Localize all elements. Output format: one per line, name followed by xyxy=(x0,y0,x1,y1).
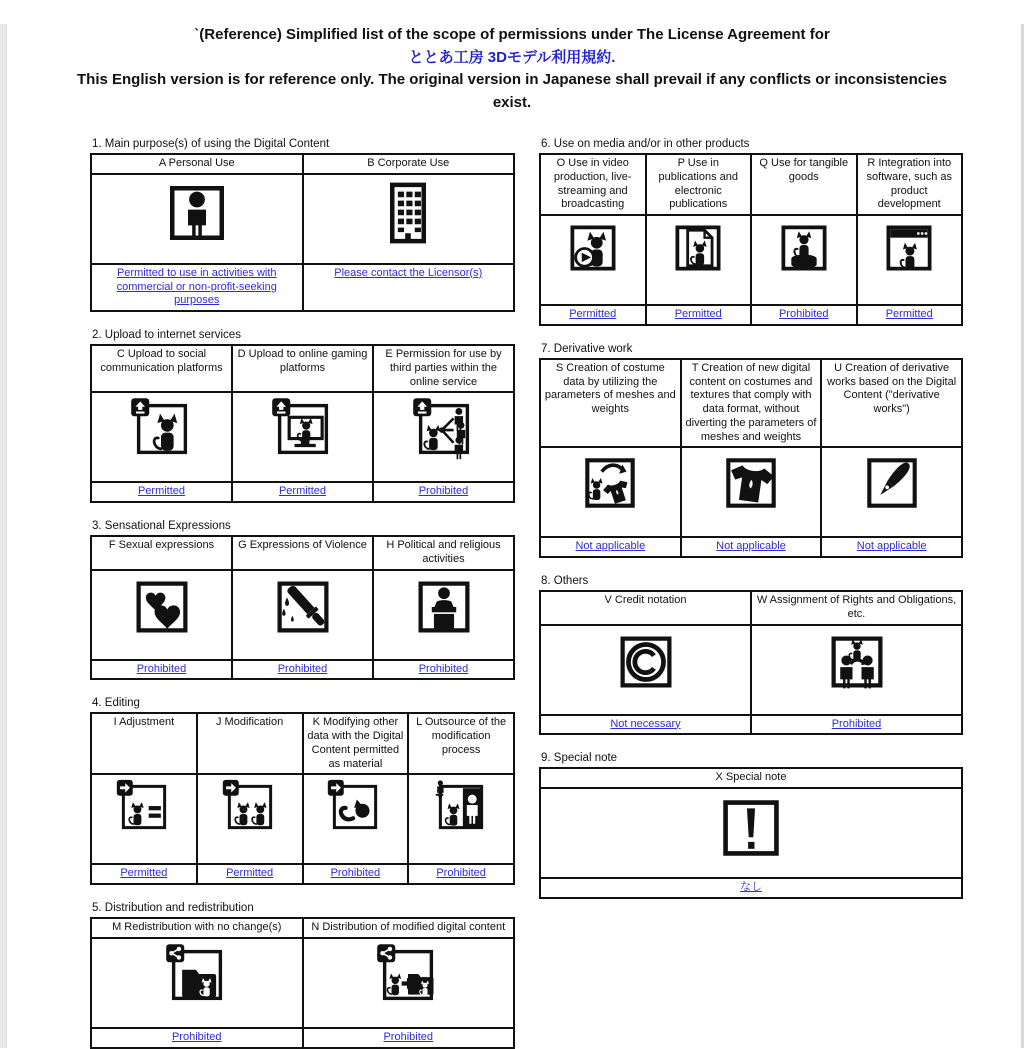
status-cell-D xyxy=(232,482,373,502)
status-cell-G xyxy=(232,660,373,680)
header-V: V Credit notation xyxy=(540,591,751,625)
icon-cell-C xyxy=(91,392,232,482)
hearts-icon xyxy=(128,573,196,641)
exclamation-icon xyxy=(714,791,788,865)
status-L: Prohibited xyxy=(436,867,486,880)
person-icon xyxy=(161,177,233,249)
section-title: 8. Others xyxy=(541,575,589,587)
icon-cell-Q xyxy=(751,215,857,305)
header-Q: Q Use for tangible goods xyxy=(751,154,857,215)
header-H: H Political and religious activities xyxy=(373,536,514,570)
section-3-table xyxy=(90,535,515,680)
status-I: Permitted xyxy=(120,867,168,880)
status-B: Please contact the Licensor(s) xyxy=(334,266,483,279)
status-cell-V xyxy=(540,715,751,735)
costume-shirt-icon xyxy=(718,450,784,516)
status-T: Not applicable xyxy=(716,540,786,553)
header-T: T Creation of new digital content on costumes and textures that comply with data format, without diverting the parameters of meshes and weights xyxy=(681,359,822,448)
icon-cell-L xyxy=(408,774,514,864)
header-B: B Corporate Use xyxy=(303,154,515,174)
corporate-building-icon xyxy=(372,177,444,249)
status-cell-U xyxy=(821,537,962,557)
icon-cell-W xyxy=(751,625,962,715)
section-3-sensational xyxy=(90,520,515,680)
podium-speech-icon xyxy=(410,573,478,641)
icon-cell-G xyxy=(232,570,373,660)
section-title: 6. Use on media and/or in other products xyxy=(541,138,750,150)
section-title: 4. Editing xyxy=(92,697,140,710)
status-cell-A xyxy=(91,264,303,311)
header-O: O Use in video production, live-streaming and broadcasting xyxy=(540,154,646,215)
title-line-3: This English version is for reference only. The original version in Japanese shall prevail if any conflicts or inconsistencies exist. xyxy=(77,71,947,111)
status-cell-J xyxy=(197,864,303,884)
header-K: K Modifying other data with the Digital Content permitted as material xyxy=(303,713,409,774)
status-N: Prohibited xyxy=(383,1030,434,1043)
section-title: 2. Upload to internet services xyxy=(92,329,241,341)
section-2-upload xyxy=(90,329,515,503)
status-cell-X xyxy=(540,878,962,898)
status-cell-B xyxy=(303,264,515,311)
status-C: Permitted xyxy=(137,485,186,498)
icon-cell-I xyxy=(91,774,197,864)
header-X: X Special note xyxy=(540,768,962,788)
document-title xyxy=(70,24,954,114)
header-R: R Integration into software, such as product development xyxy=(857,154,963,215)
header-S: S Creation of costume data by utilizing the parameters of meshes and weights xyxy=(540,359,681,448)
header-E: E Permission for use by third parties within the online service xyxy=(373,345,514,392)
title-line-1: `(Reference) Simplified list of the scope of permissions under The License Agreement for xyxy=(194,26,830,43)
header-G: G Expressions of Violence xyxy=(232,536,373,570)
costume-data-icon xyxy=(577,450,643,516)
icon-cell-M xyxy=(91,938,303,1028)
copyright-icon xyxy=(612,628,680,696)
upload-third-party-icon xyxy=(410,395,478,463)
section-8-table xyxy=(539,590,963,735)
header-L: L Outsource of the modification process xyxy=(408,713,514,774)
status-cell-F xyxy=(91,660,232,680)
status-U: Not applicable xyxy=(856,540,927,553)
status-D: Permitted xyxy=(278,485,327,498)
status-cell-S xyxy=(540,537,681,557)
status-P: Permitted xyxy=(674,308,722,320)
icon-cell-A xyxy=(91,174,303,264)
right-column xyxy=(539,138,963,899)
title-line-japanese: ととあ工房 3Dモデル利用規約. xyxy=(408,48,616,66)
header-N: N Distribution of modified digital content xyxy=(303,918,515,938)
icon-cell-P xyxy=(646,215,752,305)
header-M: M Redistribution with no change(s) xyxy=(91,918,303,938)
document-page xyxy=(0,24,1024,1048)
status-E: Prohibited xyxy=(418,485,469,498)
section-2-table xyxy=(90,344,515,503)
icon-cell-F xyxy=(91,570,232,660)
upload-gaming-icon xyxy=(269,395,337,463)
status-K: Prohibited xyxy=(330,867,381,880)
section-5-distribution xyxy=(90,902,515,1049)
header-J: J Modification xyxy=(197,713,303,774)
status-O: Permitted xyxy=(569,308,617,320)
header-C: C Upload to social communication platforms xyxy=(91,345,232,392)
header-U: U Creation of derivative works based on the Digital Content ("derivative works") xyxy=(821,359,962,448)
status-cell-L xyxy=(408,864,514,884)
section-9-table xyxy=(539,767,963,899)
modification-icon xyxy=(220,777,280,837)
icon-cell-T xyxy=(681,447,822,537)
icon-cell-V xyxy=(540,625,751,715)
section-9-special-note xyxy=(539,752,963,899)
status-W: Prohibited xyxy=(831,717,882,730)
icon-cell-J xyxy=(197,774,303,864)
status-cell-K xyxy=(303,864,409,884)
icon-cell-O xyxy=(540,215,646,305)
status-G: Prohibited xyxy=(277,662,328,675)
status-cell-O xyxy=(540,305,646,325)
section-1-table xyxy=(90,153,515,312)
section-title: 3. Sensational Expressions xyxy=(92,520,231,532)
status-V: Not necessary xyxy=(610,717,681,730)
icon-cell-S xyxy=(540,447,681,537)
status-cell-N xyxy=(303,1028,515,1048)
publication-icon xyxy=(668,218,728,278)
status-M: Prohibited xyxy=(171,1030,222,1043)
left-column xyxy=(90,138,515,1049)
status-cell-H xyxy=(373,660,514,680)
status-J: Permitted xyxy=(226,867,274,880)
outsource-icon xyxy=(431,777,491,837)
status-cell-W xyxy=(751,715,962,735)
header-I: I Adjustment xyxy=(91,713,197,774)
section-title: 1. Main purpose(s) of using the Digital Content xyxy=(92,138,330,150)
icon-cell-H xyxy=(373,570,514,660)
violence-knife-icon xyxy=(269,573,337,641)
status-cell-T xyxy=(681,537,822,557)
icon-cell-D xyxy=(232,392,373,482)
tangible-goods-icon xyxy=(774,218,834,278)
status-cell-P xyxy=(646,305,752,325)
icon-cell-E xyxy=(373,392,514,482)
section-title: 9. Special note xyxy=(541,752,618,765)
material-modify-icon xyxy=(325,777,385,837)
section-6-media xyxy=(539,138,963,326)
status-A: Permitted to use in activities with commercial or non-profit-seeking purposes xyxy=(116,266,277,307)
two-column-layout xyxy=(90,138,1024,1049)
icon-cell-B xyxy=(303,174,515,264)
status-Q: Prohibited xyxy=(778,308,829,320)
status-cell-C xyxy=(91,482,232,502)
status-R: Permitted xyxy=(885,308,933,320)
status-cell-R xyxy=(857,305,963,325)
status-X: なし xyxy=(740,881,762,893)
section-1-main-purpose xyxy=(90,138,515,312)
video-production-icon xyxy=(563,218,623,278)
header-W: W Assignment of Rights and Obligations, etc. xyxy=(751,591,962,625)
modified-distribution-icon xyxy=(374,941,442,1009)
section-7-table xyxy=(539,358,963,558)
icon-cell-R xyxy=(857,215,963,305)
header-F: F Sexual expressions xyxy=(91,536,232,570)
status-S: Not applicable xyxy=(575,540,646,553)
section-5-table xyxy=(90,917,515,1049)
icon-cell-N xyxy=(303,938,515,1028)
rights-transfer-icon xyxy=(823,628,891,696)
redistribution-folder-icon xyxy=(163,941,231,1009)
status-H: Prohibited xyxy=(418,662,469,675)
icon-cell-U xyxy=(821,447,962,537)
status-cell-E xyxy=(373,482,514,502)
section-4-editing xyxy=(90,697,515,885)
adjustment-icon xyxy=(114,777,174,837)
page-edge-left xyxy=(0,24,7,1048)
status-cell-Q xyxy=(751,305,857,325)
section-7-derivative xyxy=(539,343,963,558)
icon-cell-X xyxy=(540,788,962,878)
header-P: P Use in publications and electronic publications xyxy=(646,154,752,215)
status-cell-I xyxy=(91,864,197,884)
icon-cell-K xyxy=(303,774,409,864)
section-6-table xyxy=(539,153,963,326)
header-A: A Personal Use xyxy=(91,154,303,174)
section-title: 5. Distribution and redistribution xyxy=(92,902,254,914)
header-D: D Upload to online gaming platforms xyxy=(232,345,373,392)
pen-nib-icon xyxy=(859,450,925,516)
status-cell-M xyxy=(91,1028,303,1048)
upload-avatar-icon xyxy=(128,395,196,463)
software-window-icon xyxy=(879,218,939,278)
section-8-others xyxy=(539,575,963,735)
section-title: 7. Derivative work xyxy=(541,342,633,355)
status-F: Prohibited xyxy=(136,662,187,675)
section-4-table xyxy=(90,712,515,885)
